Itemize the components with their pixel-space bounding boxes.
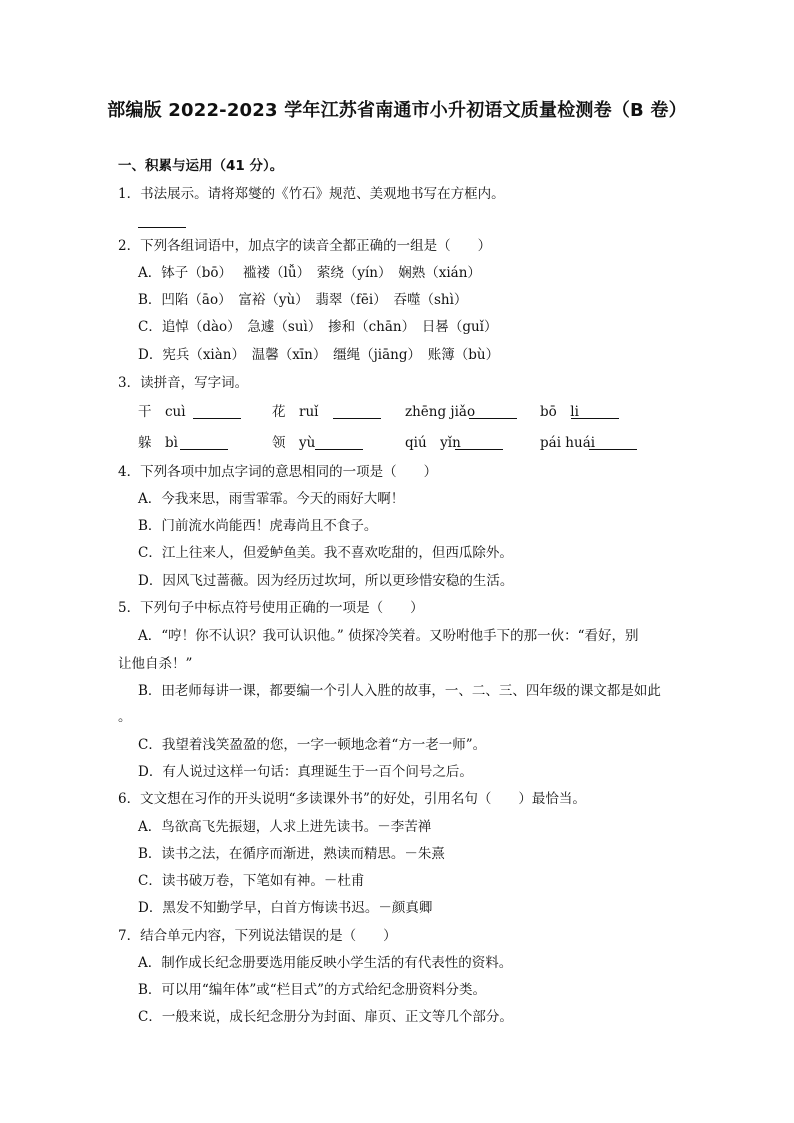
q7-option-a: A．制作成长纪念册要选用能反映小学生活的有代表性的资料。 [138, 955, 513, 971]
q2-option-b: B．凹陷（āo） 富裕（yù） 翡翠（fēi） 吞噬（shì） [138, 292, 468, 308]
question-4-stem: 4．下列各项中加点字词的意思相同的一项是（ ） [118, 464, 438, 480]
pinyin-item: 花 ruǐ [272, 404, 319, 420]
q4-option-c: C．江上往来人，但爱鲈鱼美。我不喜欢吃甜的，但西瓜除外。 [138, 545, 513, 561]
pinyin-blank[interactable] [455, 449, 503, 450]
q5-option-b-cont: 。 [118, 709, 132, 725]
question-3-stem: 3．读拼音，写字词。 [118, 375, 249, 391]
pinyin-item: bō li [540, 404, 579, 420]
q1-answer-blank[interactable] [138, 227, 186, 228]
q6-option-d: D．黑发不知勤学早，白首方悔读书迟。－颜真卿 [138, 900, 433, 916]
pinyin-item: pái huái [540, 435, 596, 451]
question-2-stem: 2．下列各组词语中，加点字的读音全都正确的一组是（ ） [118, 238, 492, 254]
q5-option-a-cont: 让他自杀！” [118, 656, 193, 672]
q6-option-a: A．鸟欲高飞先振翅，人求上进先读书。－李苦禅 [138, 819, 432, 835]
page-title: 部编版 2022-2023 学年江苏省南通市小升初语文质量检测卷（B 卷） [107, 100, 687, 121]
q5-option-b: B．田老师每讲一课，都要编一个引人入胜的故事，一、二、三、四年级的课文都是如此 [138, 683, 661, 699]
pinyin-blank[interactable] [333, 418, 381, 419]
q6-option-b: B．读书之法，在循序而渐进，熟读而精思。－朱熹 [138, 846, 445, 862]
pinyin-item: 领 yù [272, 435, 316, 451]
q5-option-d: D．有人说过这样一句话：真理诞生于一百个问号之后。 [138, 764, 473, 780]
pinyin-blank[interactable] [469, 418, 517, 419]
pinyin-item: 干 cuì [138, 404, 186, 420]
q4-option-d: D．因风飞过蔷薇。因为经历过坎坷，所以更珍惜安稳的生活。 [138, 573, 514, 589]
pinyin-blank[interactable] [589, 449, 637, 450]
question-1-stem: 1．书法展示。请将郑燮的《竹石》规范、美观地书写在方框内。 [118, 186, 505, 202]
pinyin-item: qiú yǐn [405, 435, 461, 451]
question-7-stem: 7．结合单元内容，下列说法错误的是（ ） [118, 928, 397, 944]
pinyin-item: zhēng jiǎo [405, 404, 476, 420]
question-5-stem: 5．下列句子中标点符号使用正确的一项是（ ） [118, 600, 424, 616]
q5-option-a: A．“哼！你不认识？我可认识他。” 侦探冷笑着。又吩咐他手下的那一伙：“看好，别 [138, 628, 639, 644]
q7-option-b: B．可以用“编年体”或“栏目式”的方式给纪念册资料分类。 [138, 982, 487, 998]
q4-option-a: A．今我来思，雨雪霏霏。今天的雨好大啊！ [138, 491, 405, 507]
pinyin-item: 躲 bì [138, 435, 178, 451]
q4-option-b: B．门前流水尚能西！虎毒尚且不食子。 [138, 518, 378, 534]
q5-option-c: C．我望着浅笑盈盈的您，一字一顿地念着“方一老一师”。 [138, 737, 487, 753]
section-heading: 一、积累与运用（41 分）。 [118, 158, 284, 174]
q2-option-c: C．追悼（dào） 急遽（suì） 掺和（chān） 日晷（guǐ） [138, 319, 498, 335]
q6-option-c: C．读书破万卷，下笔如有神。－杜甫 [138, 873, 365, 889]
q7-option-c: C．一般来说，成长纪念册分为封面、扉页、正文等几个部分。 [138, 1009, 513, 1025]
pinyin-blank[interactable] [180, 449, 228, 450]
pinyin-blank[interactable] [193, 418, 241, 419]
q2-option-a: A．钵子（bō） 褴褛（lǚ） 萦绕（yín） 娴熟（xián） [138, 265, 481, 281]
question-6-stem: 6．文文想在习作的开头说明“多读课外书”的好处，引用名句（ ）最恰当。 [118, 791, 586, 807]
q2-option-d: D．宪兵（xiàn） 温馨（xīn） 缰绳（jiāng） 账簿（bù） [138, 347, 500, 363]
pinyin-blank[interactable] [315, 449, 363, 450]
pinyin-blank[interactable] [571, 418, 619, 419]
